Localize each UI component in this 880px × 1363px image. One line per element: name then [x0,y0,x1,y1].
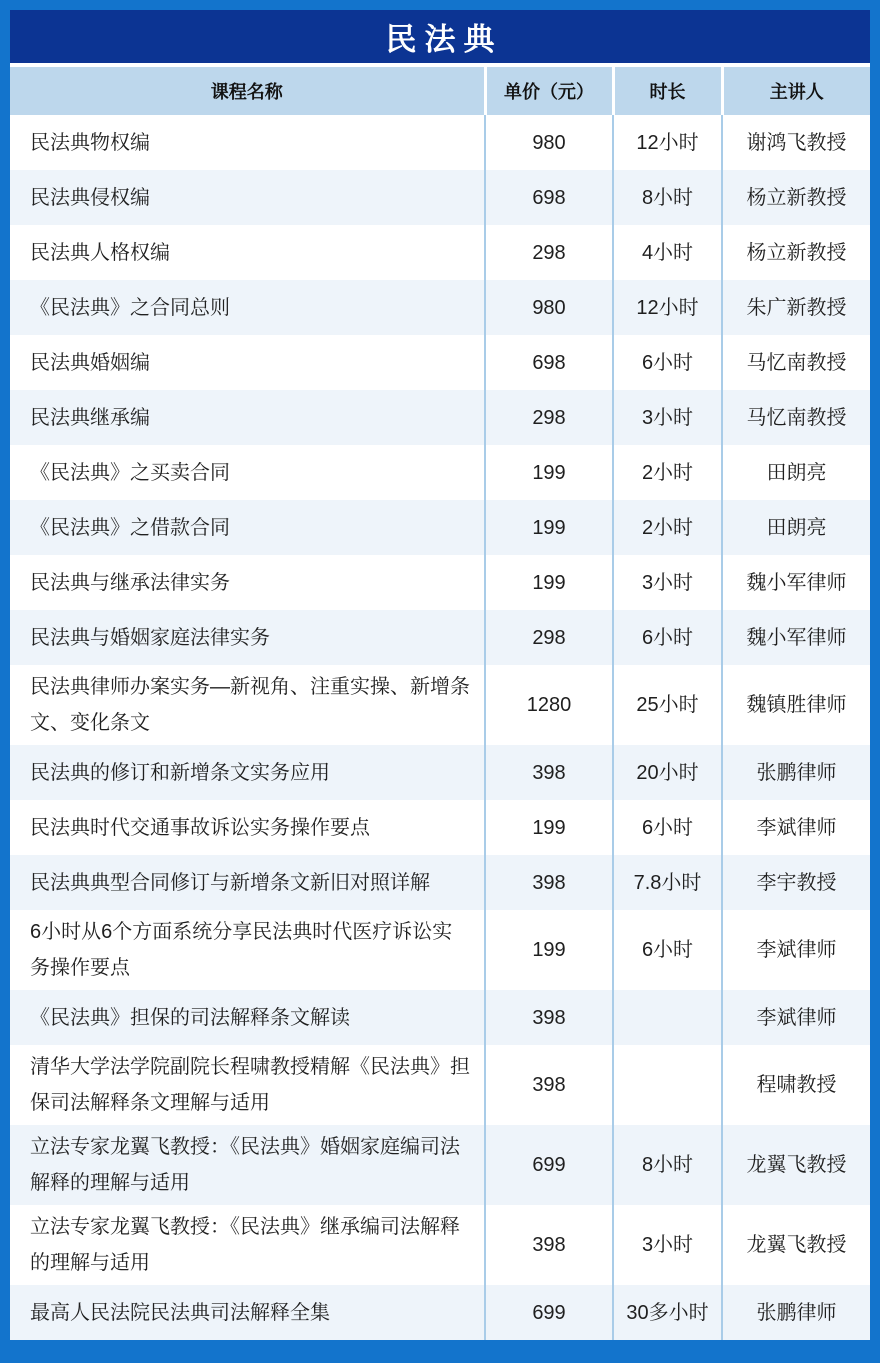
price-cell: 698 [485,170,613,225]
price-cell: 980 [485,115,613,170]
lecturer-cell: 魏镇胜律师 [722,665,870,745]
course-name-cell: 民法典人格权编 [10,225,485,280]
lecturer-cell: 程啸教授 [722,1045,870,1125]
course-name-cell: 民法典与继承法律实务 [10,555,485,610]
lecturer-cell: 张鹏律师 [722,1285,870,1340]
course-name-cell: 民法典时代交通事故诉讼实务操作要点 [10,800,485,855]
price-cell: 698 [485,335,613,390]
header-lecturer: 主讲人 [722,67,870,115]
price-cell: 1280 [485,665,613,745]
lecturer-cell: 杨立新教授 [722,170,870,225]
lecturer-cell: 李斌律师 [722,990,870,1045]
duration-cell: 25小时 [613,665,722,745]
table-row [10,800,870,855]
course-name-cell: 6小时从6个方面系统分享民法典时代医疗诉讼实务操作要点 [10,910,485,990]
price-cell: 398 [485,1045,613,1125]
course-name-cell: 《民法典》担保的司法解释条文解读 [10,990,485,1045]
duration-cell: 3小时 [613,555,722,610]
table-row [10,555,870,610]
duration-cell: 20小时 [613,745,722,800]
course-name-cell: 民法典侵权编 [10,170,485,225]
duration-cell: 6小时 [613,610,722,665]
table-row [10,910,870,990]
duration-cell: 6小时 [613,910,722,990]
table-row [10,390,870,445]
table-row [10,500,870,555]
duration-cell: 12小时 [613,115,722,170]
duration-cell: 6小时 [613,335,722,390]
table-container [10,10,870,1353]
table-row [10,610,870,665]
header-price: 单价（元） [485,67,613,115]
header-duration: 时长 [613,67,722,115]
course-name-cell: 最高人民法院民法典司法解释全集 [10,1285,485,1340]
course-name-cell: 《民法典》之买卖合同 [10,445,485,500]
duration-cell: 8小时 [613,170,722,225]
price-cell: 199 [485,800,613,855]
page-title: 民法典 [385,22,503,57]
table-row [10,1205,870,1285]
duration-cell: 30多小时 [613,1285,722,1340]
price-cell: 699 [485,1285,613,1340]
courses-table [10,67,870,1340]
duration-cell [613,1045,722,1125]
price-cell: 298 [485,225,613,280]
table-row [10,1045,870,1125]
header-course-name: 课程名称 [10,67,485,115]
lecturer-cell: 龙翼飞教授 [722,1125,870,1205]
price-cell: 199 [485,910,613,990]
table-row [10,335,870,390]
table-row [10,990,870,1045]
lecturer-cell: 田朗亮 [722,445,870,500]
price-cell: 699 [485,1125,613,1205]
duration-cell [613,990,722,1045]
course-name-cell: 民法典典型合同修订与新增条文新旧对照详解 [10,855,485,910]
table-row [10,225,870,280]
price-cell: 980 [485,280,613,335]
course-name-cell: 民法典律师办案实务—新视角、注重实操、新增条文、变化条文 [10,665,485,745]
lecturer-cell: 李宇教授 [722,855,870,910]
lecturer-cell: 魏小军律师 [722,555,870,610]
price-cell: 298 [485,610,613,665]
course-name-cell: 民法典物权编 [10,115,485,170]
lecturer-cell: 马忆南教授 [722,335,870,390]
price-cell: 398 [485,990,613,1045]
course-name-cell: 民法典与婚姻家庭法律实务 [10,610,485,665]
table-row [10,665,870,745]
duration-cell: 4小时 [613,225,722,280]
course-name-cell: 民法典继承编 [10,390,485,445]
course-name-cell: 《民法典》之借款合同 [10,500,485,555]
table-row [10,280,870,335]
course-name-cell: 民法典的修订和新增条文实务应用 [10,745,485,800]
table-row [10,855,870,910]
duration-cell: 6小时 [613,800,722,855]
table-row [10,1125,870,1205]
lecturer-cell: 魏小军律师 [722,610,870,665]
duration-cell: 3小时 [613,1205,722,1285]
lecturer-cell: 张鹏律师 [722,745,870,800]
table-row [10,445,870,500]
lecturer-cell: 李斌律师 [722,910,870,990]
duration-cell: 2小时 [613,500,722,555]
table-row [10,745,870,800]
lecturer-cell: 田朗亮 [722,500,870,555]
duration-cell: 8小时 [613,1125,722,1205]
course-name-cell: 《民法典》之合同总则 [10,280,485,335]
course-name-cell: 立法专家龙翼飞教授：《民法典》婚姻家庭编司法解释的理解与适用 [10,1125,485,1205]
table-body [10,115,870,1340]
table-row [10,170,870,225]
lecturer-cell: 李斌律师 [722,800,870,855]
title-bar [10,10,870,63]
price-cell: 398 [485,745,613,800]
duration-cell: 3小时 [613,390,722,445]
price-cell: 398 [485,855,613,910]
table-row [10,115,870,170]
duration-cell: 12小时 [613,280,722,335]
price-cell: 398 [485,1205,613,1285]
lecturer-cell: 龙翼飞教授 [722,1205,870,1285]
table-row [10,1285,870,1340]
price-cell: 199 [485,445,613,500]
course-name-cell: 立法专家龙翼飞教授：《民法典》继承编司法解释的理解与适用 [10,1205,485,1285]
duration-cell: 2小时 [613,445,722,500]
lecturer-cell: 马忆南教授 [722,390,870,445]
duration-cell: 7.8小时 [613,855,722,910]
course-name-cell: 清华大学法学院副院长程啸教授精解《民法典》担保司法解释条文理解与适用 [10,1045,485,1125]
course-name-cell: 民法典婚姻编 [10,335,485,390]
table-header-row [10,67,870,115]
price-cell: 298 [485,390,613,445]
lecturer-cell: 谢鸿飞教授 [722,115,870,170]
table-header [10,67,870,115]
lecturer-cell: 朱广新教授 [722,280,870,335]
lecturer-cell: 杨立新教授 [722,225,870,280]
price-cell: 199 [485,555,613,610]
price-cell: 199 [485,500,613,555]
